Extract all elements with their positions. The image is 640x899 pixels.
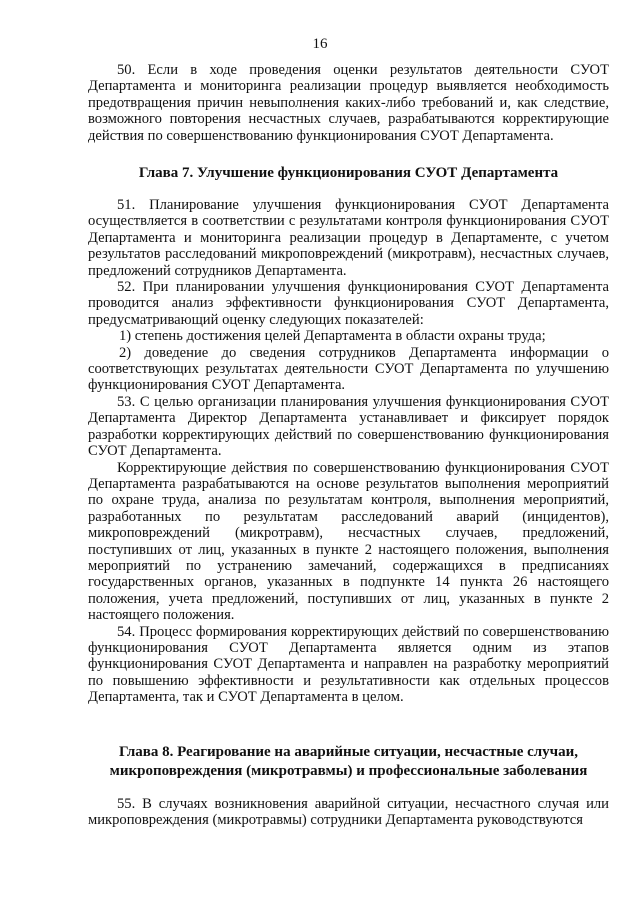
list-item-1: 1) степень достижения целей Департамента в области охраны труда; (119, 328, 546, 345)
paragraph-53: 53. С целью организации планирования улучшения функционирования СУОТ Департамента Директор Департамента устанавливает и фиксирует порядок разработки корректирующих действий по совершенствованию функционирования СУОТ Департамента. (88, 393, 609, 460)
paragraph-group (88, 62, 609, 144)
paragraph-50: 50. Если в ходе проведения оценки результатов деятельности СУОТ Департамента и мониторинга реализации процедур выявляется необходимость предотвращения причин невыполнения каких-либо требований и, как следствие, возможного повторения несчастных случаев, разрабатываются корректирующие действия по совершенствованию функционирования СУОТ Департамента. (88, 62, 609, 144)
paragraph-51: 51. Планирование улучшения функционирования СУОТ Департамента осуществляется в соответствии с результатами контроля функционирования СУОТ Департамента и мониторинга реализации процедур в Департаменте, с учетом результатов расследований микроповреждений (микротравм), несчастных случаев, предложений сотрудников Департамента. (88, 197, 609, 279)
page-number: 16 (312, 36, 328, 52)
chapter-7-heading: Глава 7. Улучшение функционирования СУОТ Департамента (138, 165, 559, 181)
paragraph-group (88, 796, 609, 829)
paragraph-corrective-actions: Корректирующие действия по совершенствованию функционирования СУОТ Департамента разрабатываются на основе результатов выполнения мероприятий по охране труда, анализа по результатам контроля, выполнения мероприятий, разработанных по результатам расследований аварий (инцидентов), микроповреждений (микротравм), несчастных случаев, предложений, поступивших от лиц, указанных в пункте 2 настоящего положения, выполнения мероприятий по устранению замечаний, содержащихся в предписаниях государственных органов, указанных в подпункте 14 пункта 26 настоящего положения, учета предложений, поступивших от лиц, указанных в пункте 2 настоящего положения. (88, 459, 609, 624)
paragraph-54: 54. Процесс формирования корректирующих действий по совершенствованию функционирования СУОТ Департамента является одним из этапов функционирования СУОТ Департамента и направлен на разработку мероприятий по повышению эффективности и результативности как отдельных процессов Департамента, так и СУОТ Департамента в целом. (88, 623, 609, 706)
list-item-2: 2) доведение до сведения сотрудников Департамента информации о соответствующих результатах деятельности СУОТ Департамента по улучшению функционирования СУОТ Департамента. (88, 344, 609, 394)
chapter-8-heading: Глава 8. Реагирование на аварийные ситуации, несчастные случаи, микроповреждения (микротравмы) и профессиональные заболевания (109, 744, 588, 779)
paragraph-group (88, 197, 609, 706)
paragraph-52: 52. При планировании улучшения функционирования СУОТ Департамента проводится анализ эффективности функционирования СУОТ Департамента, предусматривающий оценку следующих показателей: (88, 279, 609, 328)
paragraph-55: 55. В случаях возникновения аварийной ситуации, несчастного случая или микроповреждения (микротравмы) сотрудники Департамента руководствуются (88, 796, 609, 829)
